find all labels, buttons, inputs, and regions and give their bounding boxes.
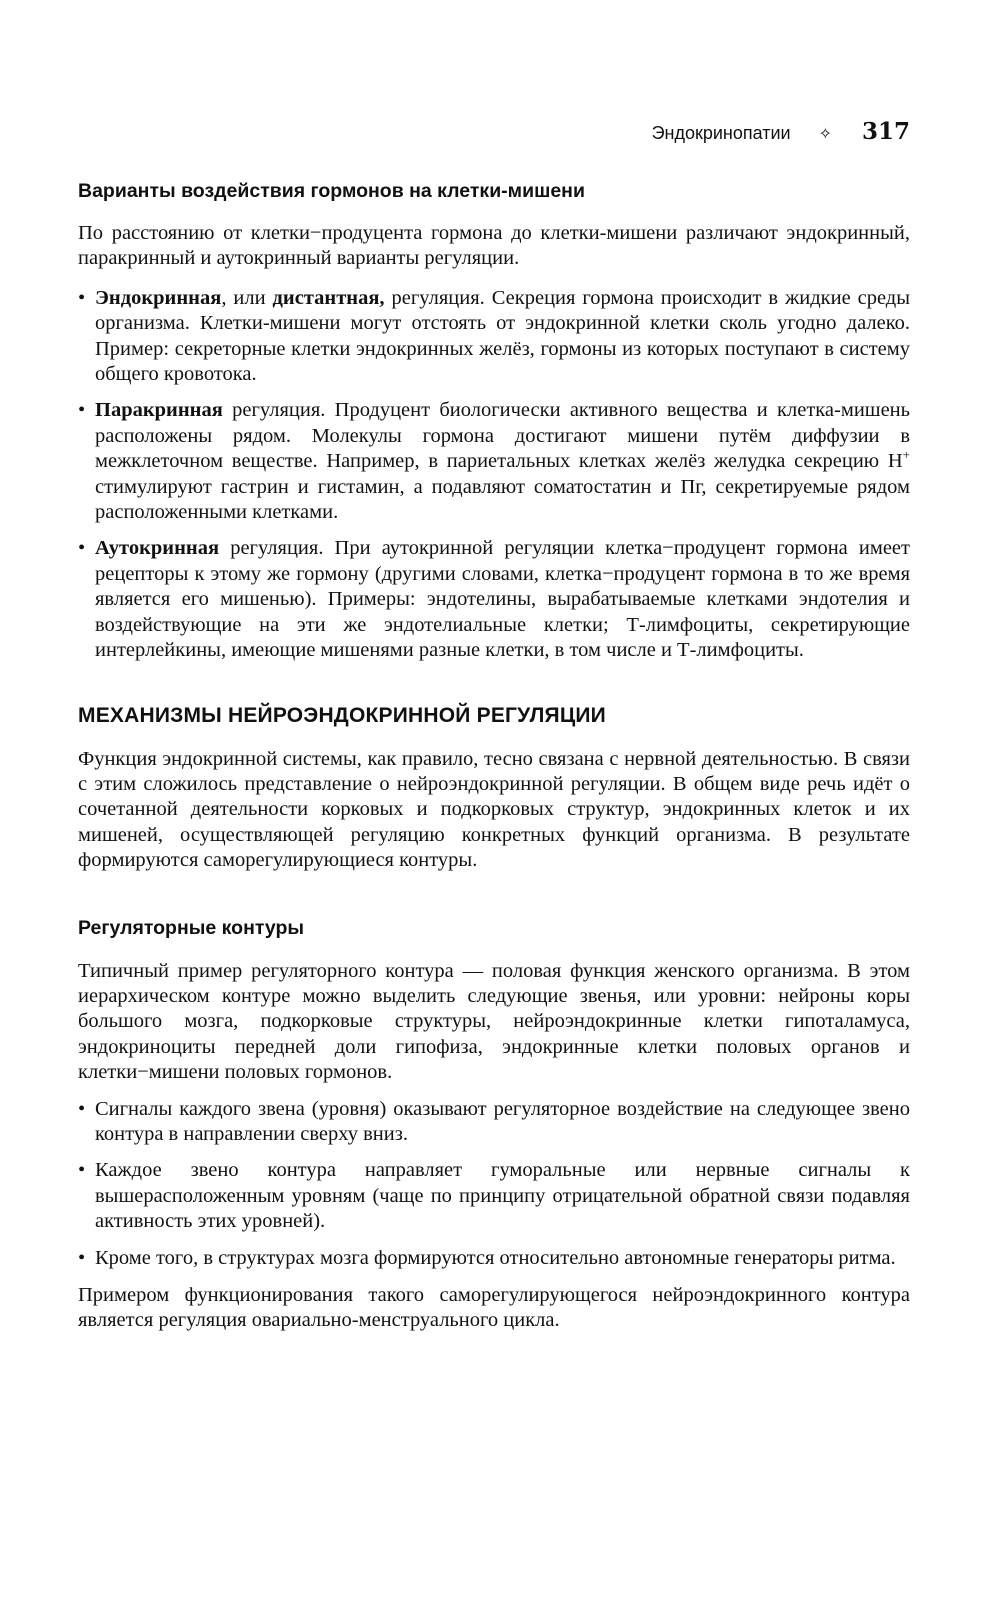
list-item: • Каждое звено контура направляет гуморальные или нервные сигналы к вышерасположенным уровням (чаще по принципу отрицательной обратной связи подавляя активность этих уровней).: [78, 1158, 910, 1234]
running-header-title: Эндокринопатии: [651, 123, 791, 143]
list-item: • Сигналы каждого звена (уровня) оказывают регуляторное воздействие на следующее звено контура в направлении сверху вниз.: [78, 1097, 910, 1148]
term-endocrine: Эндокринная: [95, 286, 222, 309]
paragraph-conclusion: Примером функционирования такого саморегулирующегося нейроэндокринного контура является регуляция овариально-менструального цикла.: [78, 1284, 910, 1332]
term-distant: дистантная,: [272, 286, 385, 309]
term-autocrine: Аутокринная: [95, 537, 220, 560]
section-heading-regulatory-circuits: Регуляторные контуры: [78, 916, 305, 939]
term-paracrine: Паракринная: [95, 399, 223, 422]
paragraph-intro: По расстоянию от клетки−продуцента гормона до клетки-мишени различают эндокринный, паракринный и аутокринный варианты регуляции.: [78, 222, 910, 270]
page-number: 317: [861, 118, 910, 145]
paragraph-neuroendocrine: Функция эндокринной системы, как правило, тесно связана с нервной деятельностью. В связи с этим сложилось представление о нейроэндокринной регуляции. В общем виде речь идёт о сочетанной деятельности корковых и подкорковых структур, эндокринных клеток и их мишеней, осуществляющей регуляцию конкретных функций организма. В результате формируются саморегулирующиеся контуры.: [78, 747, 910, 872]
page-content: [78, 178, 910, 1334]
section-heading-hormone-action: Варианты воздействия гормонов на клетки-мишени: [78, 180, 585, 202]
list-item-paracrine: • Паракринная регуляция. Продуцент биологически активного вещества и клетка-мишень расположены рядом. Молекулы гормона достигают мишени путём диффузии в межклеточном веществе. Например, в париетальных клетках желёз желудка секрецию H+ стимулируют гастрин и гистамин, а подавляют соматостатин и Пг, секретируемые рядом расположенными клетками.: [78, 398, 910, 525]
paragraph-circuit-intro: Типичный пример регуляторного контура — половая функция женского организма. В этом иерархическом контуре можно выделить следующие звенья, или уровни: нейроны коры большого мозга, подкорковые структуры, нейроэндокринные клетки гипоталамуса, эндокриноциты передней доли гипофиза, эндокринные клетки половых органов и клетки−мишени половых гормонов.: [78, 959, 910, 1084]
list-item: • Кроме того, в структурах мозга формируются относительно автономные генераторы ритма.: [78, 1246, 910, 1271]
section-heading-neuroendocrine: МЕХАНИЗМЫ НЕЙРОЭНДОКРИННОЙ РЕГУЛЯЦИИ: [78, 703, 606, 727]
list-item-autocrine: • Аутокринная регуляция. При аутокринной регуляции клетка−продуцент гормона имеет рецепторы к этому же гормону (другими словами, клетка−продуцент гормона в то же время является его мишенью). Примеры: эндотелины, вырабатываемые клетками эндотелия и воздействующие на эти же эндотелиальные клетки; Т-лимфоциты, секретирующие интерлейкины, имеющие мишенями разные клетки, в том числе и Т-лимфоциты.: [78, 536, 910, 663]
list-item-endocrine: • Эндокринная, или дистантная, регуляция. Секреция гормона происходит в жидкие среды организма. Клетки-мишени могут отстоять от эндокринной клетки сколь угодно далеко. Пример: секреторные клетки эндокринных желёз, гормоны из которых поступают в систему общего кровотока.: [78, 286, 910, 388]
ornament-icon: ✧: [818, 124, 832, 143]
running-header: [78, 118, 910, 148]
circuit-properties-list: [78, 1097, 910, 1271]
regulation-types-list: [78, 286, 910, 664]
